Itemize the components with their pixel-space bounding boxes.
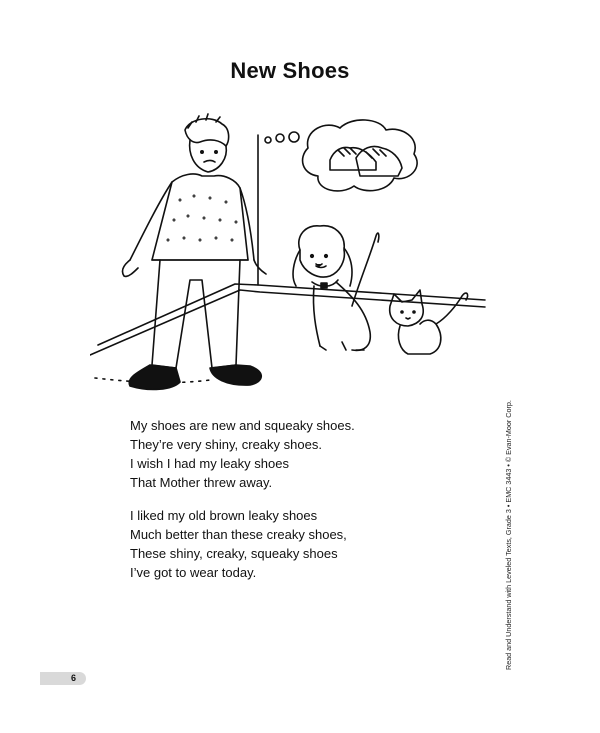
poem-line: I liked my old brown leaky shoes [130,508,318,523]
stanza [130,416,450,492]
poem [130,416,450,596]
thought-bubble-icon [265,120,417,191]
cat-icon [390,290,468,354]
poem-line: They’re very shiny, creaky shoes. [130,437,322,452]
illustration [90,110,500,400]
shoes-icon [330,146,402,176]
poem-line: Much better than these creaky shoes, [130,527,347,542]
poem-line: These shiny, creaky, squeaky shoes [130,546,338,561]
poem-line: That Mother threw away. [130,475,273,490]
room-corner [90,135,485,383]
page-number-tab [40,672,86,685]
page-number: 6 [70,673,76,683]
poem-line: I wish I had my leaky shoes [130,456,289,471]
poem-line: I’ve got to wear today. [130,565,257,580]
publisher-credit: Read and Understand with Leveled Texts, Grade 3 • EMC 3443 • © Evan-Moor Corp. [504,400,513,670]
page-title: New Shoes [230,58,350,83]
boy-icon [123,114,266,389]
poem-line: My shoes are new and squeaky shoes. [130,418,355,433]
stanza [130,506,450,582]
